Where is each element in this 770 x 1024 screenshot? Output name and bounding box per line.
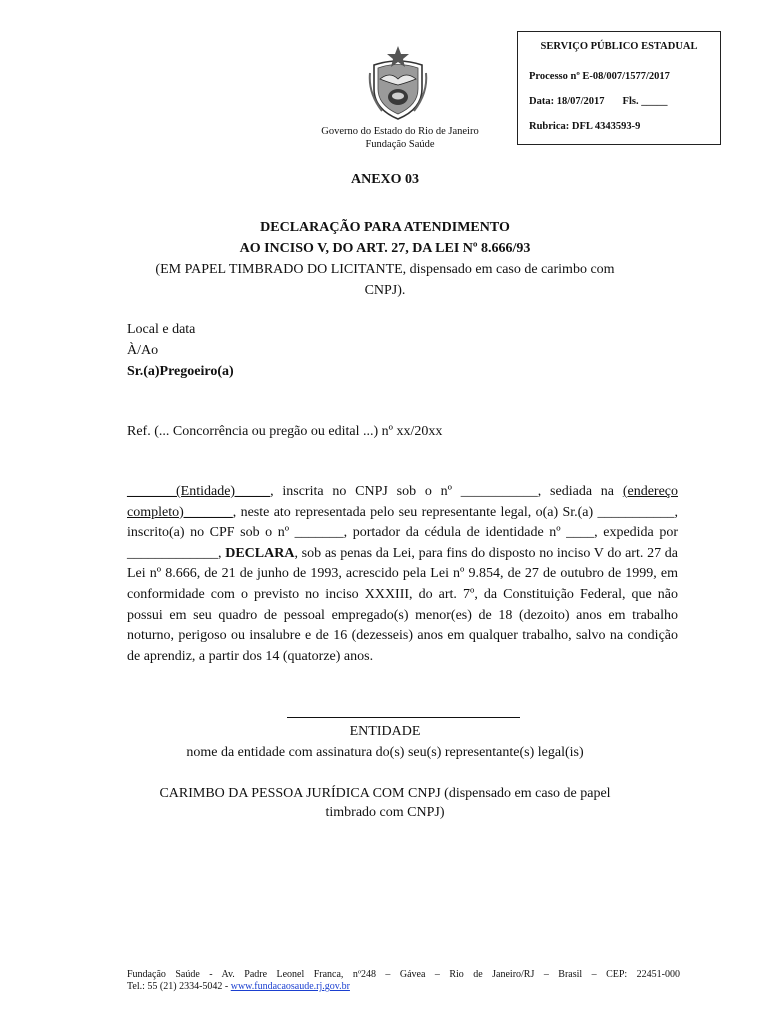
footer-website-link[interactable]: www.fundacaosaude.rj.gov.br — [230, 981, 350, 992]
declaration-title-line2: AO INCISO V, DO ART. 27, DA LEI Nº 8.666/93 — [239, 241, 531, 256]
protocol-stamp-box — [517, 31, 721, 145]
footer-address: Fundação Saúde - Av. Padre Leonel Franca, nº248 – Gávea – Rio de Janeiro/RJ – Brasil – CEP: 22451-000 — [127, 969, 680, 980]
declaration-subtitle-line1: (EM PAPEL TIMBRADO DO LICITANTE, dispensado em caso de carimbo com — [155, 262, 615, 277]
stamp-date-row — [529, 96, 667, 107]
stamp-rubrica: Rubrica: DFL 4343593-9 — [529, 121, 641, 132]
footer-contact — [127, 981, 680, 992]
declaration-subtitle-line2: CNPJ). — [364, 283, 406, 298]
stamp-fls: Fls. _____ — [622, 96, 668, 107]
state-coat-of-arms-icon — [366, 43, 430, 123]
stamp-instruction-line2: timbrado com CNPJ) — [325, 805, 445, 820]
signature-subtitle: nome da entidade com assinatura do(s) seu(s) representante(s) legal(is) — [186, 745, 584, 760]
footer-phone: Tel.: 55 (21) 2334-5042 - — [127, 981, 231, 992]
body-text-1: , inscrita no CNPJ sob o nº ___________, sediada na — [270, 484, 623, 499]
local-and-date: Local e data — [127, 322, 196, 337]
reference-line: Ref. (... Concorrência ou pregão ou edital ...) nº xx/20xx — [127, 424, 443, 439]
entity-placeholder: _______(Entidade)_____ — [127, 484, 271, 499]
stamp-processo: Processo nº E-08/007/1577/2017 — [529, 71, 670, 82]
body-text-3: , sob as penas da Lei, para fins do disposto no inciso V do art. 27 da Lei nº 8.666, de 21 de junho de 1993, acrescido pela Lei nº 9.854, de 27 de outubro de 1999, em conformidade com o previsto no inciso XXXIII, do art. 7º, da Constituição Federal, que não possui em seu quadro de pessoal empregado(s) menor(es) de 18 (dezoito) anos em trabalho noturno, perigoso ou insalubre e de 16 (dezesseis) anos em qualquer trabalho, salvo na condição de aprendiz, a partir dos 14 (quatorze) anos. — [127, 545, 678, 664]
declaration-body — [127, 482, 678, 667]
declares-keyword: DECLARA — [225, 545, 295, 561]
foundation-name: Fundação Saúde — [365, 139, 435, 150]
stamp-data: Data: 18/07/2017 — [529, 96, 605, 107]
government-name: Governo do Estado do Rio de Janeiro — [321, 126, 479, 137]
stamp-instruction-line1: CARIMBO DA PESSOA JURÍDICA COM CNPJ (dispensado em caso de papel — [159, 786, 611, 801]
signature-entity-label: ENTIDADE — [349, 724, 421, 739]
declaration-title-line1: DECLARAÇÃO PARA ATENDIMENTO — [260, 220, 510, 235]
address-placeholder: (endereço completo)_______ — [127, 484, 678, 520]
body-text-2: , neste ato representada pelo seu representante legal, o(a) Sr.(a) ___________, inscrito(a) no CPF sob o nº _______, portador da cédula de identidade nº ____, expedida por _____________, — [127, 504, 678, 561]
recipient: Sr.(a)Pregoeiro(a) — [127, 364, 234, 379]
stamp-title: SERVIÇO PÚBLICO ESTADUAL — [540, 41, 698, 52]
signature-line — [287, 717, 520, 718]
annex-title: ANEXO 03 — [350, 172, 420, 187]
addressee-prefix: À/Ao — [127, 343, 159, 358]
